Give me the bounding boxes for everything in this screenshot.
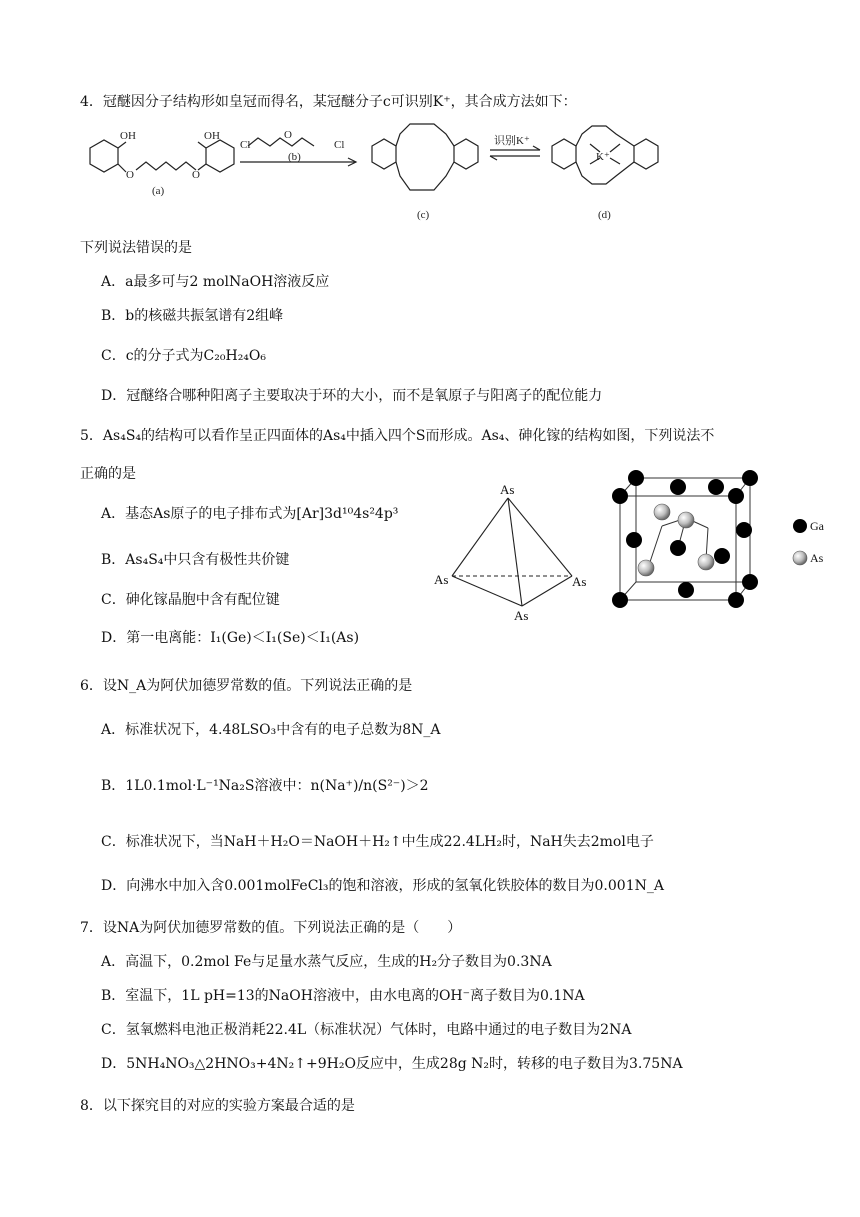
ga-legend-label: Ga [810,519,824,533]
q4-prompt: 下列说法错误的是 [80,240,192,256]
cl-label: Cl [240,139,251,151]
q7-option-a: A．高温下，0.2mol Fe与足量水蒸气反应，生成的H₂分子数目为0.3NA [101,954,552,970]
q4-option-c: C．c的分子式为C₂₀H₂₄O₆ [101,348,267,364]
as-legend-label: As [810,551,824,565]
q5-option-c: C．砷化镓晶胞中含有配位键 [101,592,280,608]
o-label: O [192,169,200,181]
q5-stem: 5．As₄S₄的结构可以看作呈正四面体的As₄中插入四个S而形成。As₄、砷化镓的结构如图，下列说法不 [80,428,715,444]
q6-option-b: B．1L0.1mol·L⁻¹Na₂S溶液中：n(Na⁺)/n(S²⁻)＞2 [101,778,429,794]
crown-ether-scheme [78,120,698,232]
compound-d-label: (d) [598,209,611,221]
k-ion-label: K⁺ [596,151,610,163]
q8-stem: 8．以下探究目的对应的实验方案最合适的是 [80,1098,355,1114]
compound-a-label: (a) [152,185,165,197]
cl-label: Cl [334,139,345,151]
reagent-b-label: (b) [288,151,301,163]
q6-stem: 6．设N_A为阿伏加德罗常数的值。下列说法正确的是 [80,678,413,694]
q5-option-d: D．第一电离能：I₁(Ge)＜I₁(Se)＜I₁(As) [101,630,360,646]
recognition-arrow-label: 识别K⁺ [494,135,530,147]
q7-option-c: C．氢氧燃料电池正极消耗22.4L（标准状况）气体时，电路中通过的电子数目为2NA [101,1022,632,1038]
oh-label: OH [204,130,220,142]
as-atom-label: As [500,482,515,497]
q5-option-b: B．As₄S₄中只含有极性共价键 [101,552,290,568]
q6-option-c: C．标准状况下，当NaH＋H₂O＝NaOH＋H₂↑中生成22.4LH₂时，NaH失去2mol电子 [101,834,654,850]
q4-option-d: D．冠醚络合哪种阳离子主要取决于环的大小，而不是氧原子与阳离子的配位能力 [101,388,603,404]
oh-label: OH [120,130,136,142]
q7-option-d: D．5NH₄NO₃△2HNO₃+4N₂↑+9H₂O反应中，生成28g N₂时，转移的电子数目为3.75NA [101,1056,683,1072]
q5-option-a: A．基态As原子的电子排布式为[Ar]3d¹⁰4s²4p³ [101,506,399,522]
o-label: O [126,169,134,181]
compound-c-label: (c) [417,209,430,221]
q4-stem: 4．冠醚因分子结构形如皇冠而得名，某冠醚分子c可识别K⁺，其合成方法如下： [80,94,577,110]
q7-option-b: B．室温下，1L pH=13的NaOH溶液中，由水电离的OH⁻离子数目为0.1NA [101,988,585,1004]
q4-option-a: A．a最多可与2 molNaOH溶液反应 [101,274,330,290]
gallium-arsenide-cell-diagram [604,468,824,610]
q4-option-b: B．b的核磁共振氢谱有2组峰 [101,308,284,324]
as-atom-label: As [572,574,587,589]
as-atom-label: As [514,608,529,623]
as4-tetrahedron-diagram [430,478,600,628]
q6-option-a: A．标准状况下，4.48LSO₃中含有的电子总数为8N_A [101,722,441,738]
q5-stem-cont: 正确的是 [80,466,136,482]
q7-stem: 7．设NA为阿伏加德罗常数的值。下列说法正确的是（ ） [80,920,462,936]
o-label: O [284,129,292,141]
as-atom-label: As [434,572,449,587]
q6-option-d: D．向沸水中加入含0.001molFeCl₃的饱和溶液，形成的氢氧化铁胶体的数目为0.001N_A [101,878,664,894]
